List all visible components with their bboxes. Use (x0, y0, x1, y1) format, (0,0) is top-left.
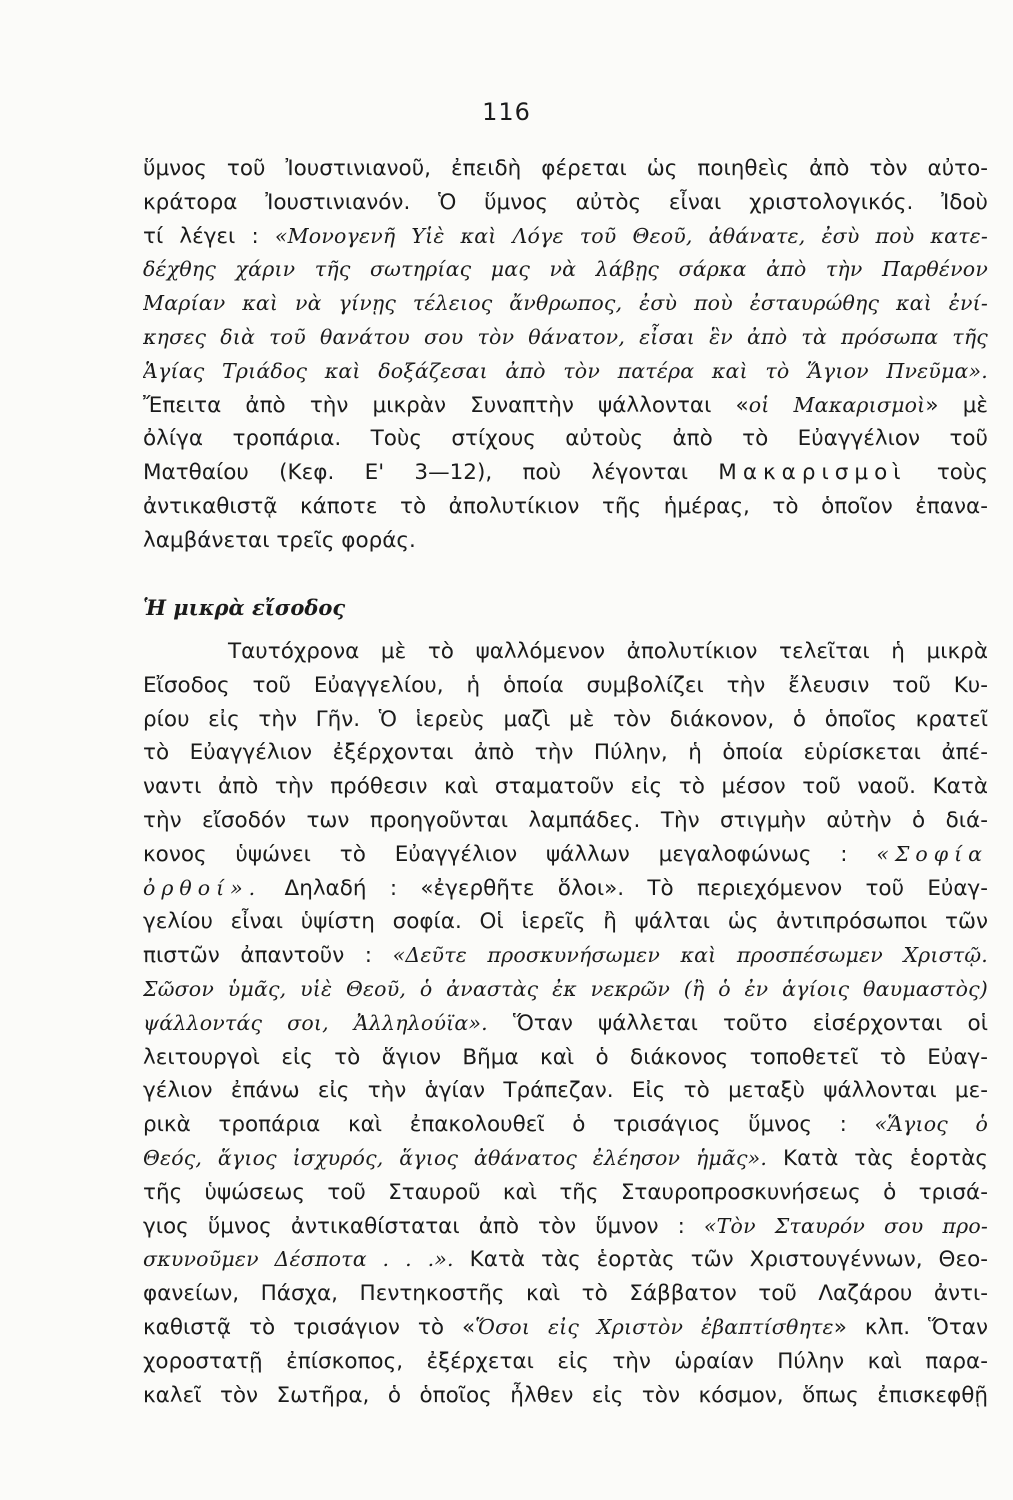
text-segment: κησες διὰ τοῦ θανάτου σου τὸν θάνατον, εἶσαι ἓν ἀπὸ τὰ πρόσωπα τῆς (143, 324, 988, 349)
paragraph-hymn-commentary (143, 152, 988, 558)
text-segment: τῆς ὑψώσεως τοῦ Σταυροῦ καὶ τῆς Σταυροπροσκυνήσεως ὁ τρισά- (143, 1179, 988, 1205)
text-line (143, 939, 988, 973)
text-line (143, 456, 988, 490)
text-line (143, 669, 988, 703)
text-line (143, 804, 988, 838)
text-segment: κονος ὑψώνει τὸ Εὐαγγέλιον ψάλλων μεγαλοφώνως : (143, 841, 877, 867)
text-segment: Κατὰ τὰς ἑορτὰς τῶν Χριστουγέννων, Θεο- (453, 1247, 988, 1273)
text-line (143, 1074, 988, 1108)
text-line (143, 321, 988, 355)
text-segment: καθιστᾷ τὸ τρισάγιον τὸ « (143, 1314, 476, 1340)
text-segment: οἱ Μακαρισμοὶ (748, 392, 926, 417)
text-segment: τὸ Εὐαγγέλιον ἐξέρχονται ἀπὸ τὴν Πύλην, ἡ ὁποία εὑρίσκεται ἀπέ- (143, 740, 988, 766)
text-line (143, 1243, 988, 1277)
text-segment: τὴν εἴσοδόν των προηγοῦνται λαμπάδες. Τὴν στιγμὴν αὐτὴν ὁ διά- (143, 807, 988, 833)
text-segment: γελίου εἶναι ὑψίστη σοφία. Οἱ ἱερεῖς ἢ ψάλται ὡς ἀντιπρόσωποι τῶν (143, 909, 988, 935)
text-line (143, 1176, 988, 1210)
text-line (143, 152, 988, 186)
text-segment: » μὲ (925, 392, 988, 418)
text-segment: πιστῶν ἀπαντοῦν : (143, 943, 393, 969)
text-line (143, 1108, 988, 1142)
text-segment: Δηλαδή : «ἐγερθῆτε ὅλοι». Τὸ περιεχόμενον τοῦ Εὐαγ- (261, 875, 988, 901)
text-line (143, 287, 988, 321)
text-segment: ρίου εἰς τὴν Γῆν. Ὁ ἱερεὺς μαζὶ μὲ τὸν διάκονον, ὁ ὁποῖος κρατεῖ (143, 706, 988, 732)
text-line (143, 838, 988, 872)
text-segment: λαμβάνεται τρεῖς φοράς. (143, 527, 416, 553)
text-segment: «Ἅγιος ὁ (874, 1112, 988, 1137)
text-segment: Κατὰ τὰς ἑορτὰς (767, 1145, 988, 1171)
text-segment: ρικὰ τροπάρια καὶ ἐπακολουθεῖ ὁ τρισάγιος ὕμνος : (143, 1112, 875, 1138)
text-line (143, 186, 988, 220)
text-segment: τοὺς (906, 460, 988, 486)
text-segment: ναντι ἀπὸ τὴν πρόθεσιν καὶ σταματοῦν εἰς τὸ μέσον τοῦ ναοῦ. Κατὰ (143, 774, 988, 800)
text-line (143, 1345, 988, 1379)
text-line (143, 1311, 988, 1345)
text-line (143, 1379, 988, 1413)
text-line (143, 1041, 988, 1075)
page-number: 116 (482, 98, 531, 126)
text-segment: λειτουργοὶ εἰς τὸ ἅγιον Βῆμα καὶ ὁ διάκονος τοποθετεῖ τὸ Εὐαγ- (143, 1044, 988, 1070)
text-segment: χοροστατῇ ἐπίσκοπος, ἐξέρχεται εἰς τὴν ὡραίαν Πύλην καὶ παρα- (143, 1348, 988, 1374)
text-segment: ὀλίγα τροπάρια. Τοὺς στίχους αὐτοὺς ἀπὸ τὸ Εὐαγγέλιον τοῦ (143, 426, 988, 452)
text-segment: Μαρίαν καὶ νὰ γίνῃς τέλειος ἄνθρωπος, ἐσὺ ποὺ ἐσταυρώθης καὶ ἐνί- (143, 291, 988, 316)
text-line (143, 524, 988, 558)
text-segment: Ἔπειτα ἀπὸ τὴν μικρὰν Συναπτὴν ψάλλονται « (143, 392, 749, 418)
text-segment: σκυνοῦμεν Δέσποτα . . .». (143, 1247, 454, 1272)
text-line (143, 1142, 988, 1176)
text-segment: γιος ὕμνος ἀντικαθίσταται ἀπὸ τὸν ὕμνον : (143, 1213, 704, 1239)
text-segment: δέχθης χάριν τῆς σωτηρίας μας νὰ λάβῃς σάρκα ἀπὸ τὴν Παρθένον (143, 257, 988, 282)
text-line (143, 635, 988, 669)
text-segment: Ἁγίας Τριάδος καὶ δοξάζεσαι ἀπὸ τὸν πατέρα καὶ τὸ Ἅγιον Πνεῦμα». (143, 358, 988, 383)
text-line (143, 1210, 988, 1244)
text-segment: » κλπ. Ὅταν (833, 1314, 988, 1340)
text-line (143, 905, 988, 939)
text-line (143, 1007, 988, 1041)
text-segment: Ὅσοι εἰς Χριστὸν ἐβαπτίσθητε (475, 1314, 834, 1339)
text-segment: κράτορα Ἰουστινιανόν. Ὁ ὕμνος αὐτὸς εἶναι χριστολογικός. Ἰδοὺ (143, 189, 988, 215)
text-segment: Σῶσον ὑμᾶς, υἱὲ Θεοῦ, ὁ ἀναστὰς ἐκ νεκρῶν (ἢ ὁ ἐν ἁγίοις θαυμαστὸς) (143, 976, 988, 1001)
text-line (143, 736, 988, 770)
text-line (143, 389, 988, 423)
text-line (143, 220, 988, 254)
text-segment: γέλιον ἐπάνω εἰς τὴν ἁγίαν Τράπεζαν. Εἰς τὸ μεταξὺ ψάλλονται με- (143, 1078, 988, 1104)
text-segment: τί λέγει : (143, 223, 275, 249)
text-segment: ψάλλοντάς σοι, Ἀλληλούϊα». (143, 1010, 488, 1035)
text-segment: ἀντικαθιστᾷ κάποτε τὸ ἀπολυτίκιον τῆς ἡμέρας, τὸ ὁποῖον ἐπανα- (143, 493, 988, 519)
text-segment: Εἴσοδος τοῦ Εὐαγγελίου, ἡ ὁποία συμβολίζει τὴν ἔλευσιν τοῦ Κυ- (143, 672, 988, 698)
text-line (143, 770, 988, 804)
text-line (143, 355, 988, 389)
text-segment: Μακαρισμοὶ (718, 460, 907, 486)
text-segment: «Δεῦτε προσκυνήσωμεν καὶ προσπέσωμεν Χριστῷ. (392, 943, 988, 968)
text-line (143, 1277, 988, 1311)
text-segment: «Τὸν Σταυρόν σου προ- (703, 1213, 988, 1238)
text-segment: ὕμνος τοῦ Ἰουστινιανοῦ, ἐπειδὴ φέρεται ὡς ποιηθεὶς ἀπὸ τὸν αὐτο- (143, 156, 988, 181)
text-line (143, 422, 988, 456)
text-line (143, 973, 988, 1007)
section-heading: Ἡ μικρὰ εἴσοδος (143, 595, 346, 620)
text-segment: Ματθαίου (Κεφ. Ε' 3—12), ποὺ λέγονται (143, 460, 719, 486)
text-line (143, 490, 988, 524)
text-segment: ὀρθοί». (143, 875, 262, 900)
paragraph-small-entrance (143, 635, 988, 1412)
text-segment: καλεῖ τὸν Σωτῆρα, ὁ ὁποῖος ἦλθεν εἰς τὸν κόσμον, ὅπως ἐπισκεφθῇ (143, 1382, 988, 1408)
text-segment: Ταυτόχρονα μὲ τὸ ψαλλόμενον ἀπολυτίκιον τελεῖται ἡ μικρὰ (228, 639, 988, 664)
text-line (143, 253, 988, 287)
text-line (143, 703, 988, 737)
text-segment: «Μονογενῆ Υἱὲ καὶ Λόγε τοῦ Θεοῦ, ἀθάνατε, ἐσὺ ποὺ κατε- (274, 223, 988, 248)
text-segment: Ὅταν ψάλλεται τοῦτο εἰσέρχονται οἱ (487, 1010, 988, 1036)
text-segment: Θεός, ἅγιος ἰσχυρός, ἅγιος ἀθάνατος ἐλέησον ἡμᾶς». (143, 1145, 768, 1170)
text-line (143, 872, 988, 906)
text-segment: φανείων, Πάσχα, Πεντηκοστῆς καὶ τὸ Σάββατον τοῦ Λαζάρου ἀντι- (143, 1281, 988, 1307)
text-segment: «Σοφία (876, 841, 988, 866)
